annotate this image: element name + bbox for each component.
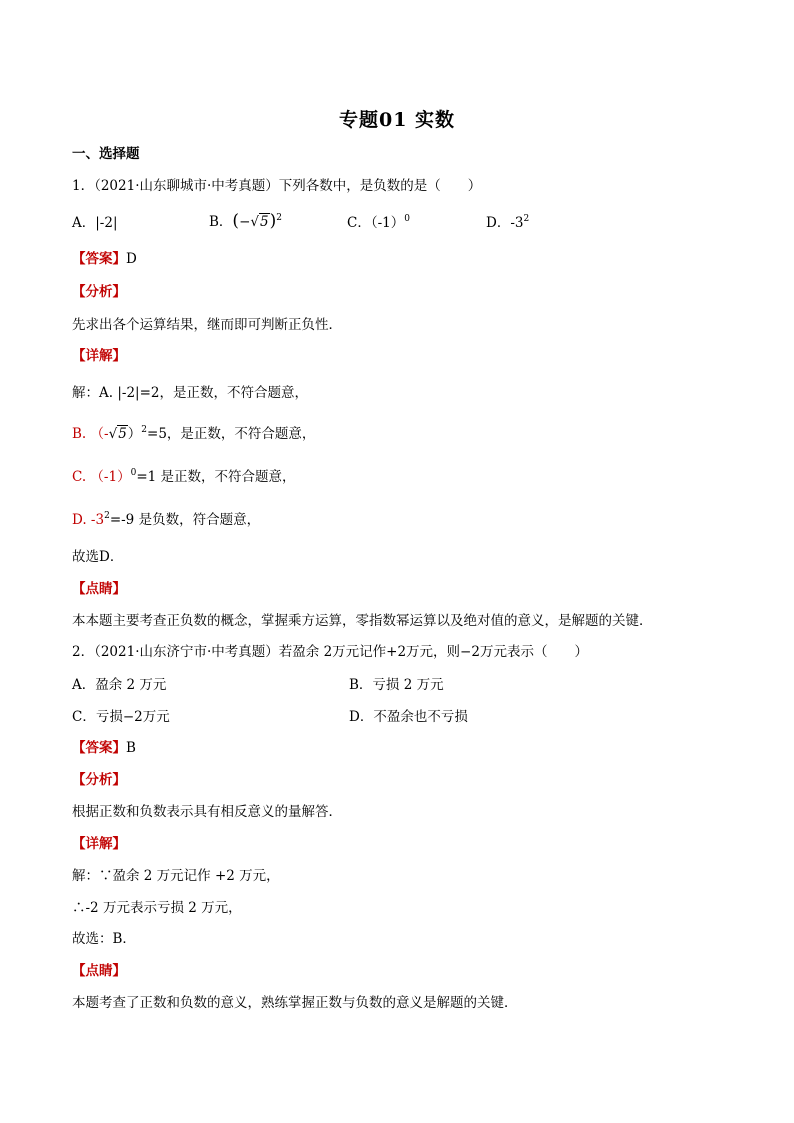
q1-detail-b-radicand: 5 (118, 426, 127, 442)
q2-analysis-tag: 【分析】 (72, 772, 126, 788)
q1-detail-c-prefix: C. （-1） (72, 469, 131, 485)
q2-detail-line: ∴-2 万元表示亏损 2 万元， (72, 900, 242, 916)
q2-answer-value: B (126, 740, 136, 756)
q1-detail-b-suffix: =5，是正数，不符合题意， (147, 426, 316, 442)
q2-detail-tag: 【详解】 (72, 836, 126, 852)
page-title: 专题01 实数 (338, 109, 456, 131)
q2-option-c: C．亏损−2万元 (72, 709, 170, 725)
sqrt-symbol: √5 (250, 214, 269, 230)
q1-option-c-prefix: C．（-1） (347, 215, 405, 231)
q1-option-b: B．$(-√5)^2$ (209, 211, 282, 231)
q1-stem: 1．（2021·山东聊城市·中考真题）下列各数中，是负数的是（ ） (72, 178, 482, 194)
section-heading: 一、选择题 (72, 146, 140, 162)
q1-detail-d-suffix: =-9 是负数，符合题意， (109, 512, 261, 528)
q1-detail-line-c (72, 468, 296, 486)
q2-analysis-text: 根据正数和负数表示具有相反意义的量解答． (72, 804, 342, 820)
q1-detail-b-prefix: B. （- (72, 426, 109, 442)
q1-detail-tag: 【详解】 (72, 348, 126, 364)
q1-detail-line-a: 解：A. |-2|=2，是正数，不符合题意， (72, 385, 308, 401)
q1-detail-c-suffix: =1 是正数，不符合题意， (136, 469, 296, 485)
q1-option-b-sign: − (239, 214, 251, 230)
q1-detail-line-e: 故选D． (72, 549, 124, 565)
q1-comment-tag: 【点睛】 (72, 581, 126, 597)
q1-detail-line-b (72, 425, 315, 443)
sqrt-symbol: √5 (108, 426, 127, 442)
q2-stem: 2．（2021·山东济宁市·中考真题）若盈余 2万元记作+2万元，则−2万元表示（ ） (72, 644, 588, 660)
q2-option-a: A．盈余 2 万元 (72, 677, 167, 693)
q1-option-b-prefix: B． (209, 214, 233, 230)
q1-detail-d-prefix: D. -3 (72, 512, 105, 528)
q2-answer-tag: 【答案】 (72, 740, 126, 756)
q2-answer-line (72, 739, 136, 757)
q2-detail-line: 解：∵盈余 2 万元记作 +2 万元， (72, 868, 280, 884)
q1-option-c (347, 214, 410, 232)
q1-analysis-text: 先求出各个运算结果，继而即可判断正负性． (72, 317, 342, 333)
q1-detail-c-exponent: 0 (130, 468, 137, 478)
q1-answer-line (72, 250, 137, 268)
q1-option-d-prefix: D．-3 (486, 215, 524, 231)
q2-option-b: B．亏损 2 万元 (349, 677, 444, 693)
q1-option-a: A．|-2| (72, 215, 118, 231)
q1-answer-value: D (126, 251, 137, 267)
q1-detail-line-d (72, 511, 260, 529)
q1-option-b-radicand: 5 (259, 214, 269, 230)
q1-option-d-exponent: 2 (523, 214, 530, 224)
q2-option-d: D．不盈余也不亏损 (349, 709, 468, 725)
q2-comment-tag: 【点睛】 (72, 963, 126, 979)
q1-option-d (486, 214, 529, 232)
q2-detail-line: 故选：B． (72, 931, 136, 947)
q1-detail-b-mid: ） (127, 426, 142, 442)
q1-analysis-tag: 【分析】 (72, 284, 126, 300)
q1-answer-tag: 【答案】 (72, 251, 126, 267)
q1-detail-b-exponent: 2 (141, 425, 148, 435)
q1-option-b-exponent: 2 (276, 213, 282, 223)
q1-detail-d-exponent: 2 (104, 511, 110, 521)
q2-comment-text: 本题考查了正数和负数的意义，熟练掌握正数与负数的意义是解题的关键． (72, 995, 518, 1011)
q1-option-c-exponent: 0 (404, 214, 410, 224)
q1-comment-text: 本本题主要考查正负数的概念，掌握乘方运算，零指数幂运算以及绝对值的意义，是解题的关键． (72, 613, 653, 629)
